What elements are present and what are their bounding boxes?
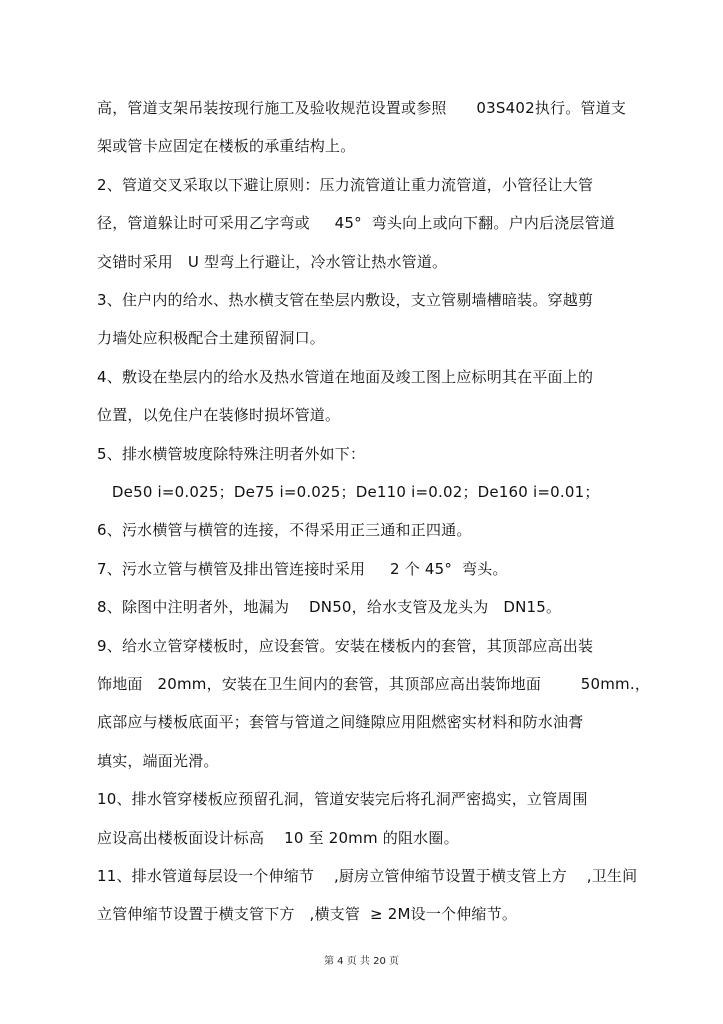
text-line: 饰地面 20mm，安装在卫生间内的套管，其顶部应高出装饰地面 50mm.， <box>97 675 651 693</box>
text-line: De50 i=0.025；De75 i=0.025；De110 i=0.02；De160 i=0.01； <box>97 483 600 501</box>
text-line: 5、排水横管坡度除特殊注明者外如下： <box>97 445 366 463</box>
text-line: 位置，以免住户在装修时损坏管道。 <box>97 406 341 424</box>
text-line: 4、敷设在垫层内的给水及热水管道在地面及竣工图上应标明其在平面上的 <box>97 368 594 386</box>
text-line: 6、污水横管与横管的连接，不得采用正三通和正四通。 <box>97 521 472 539</box>
text-line: 2、管道交叉采取以下避让原则：压力流管道让重力流管道，小管径让大管 <box>97 176 594 194</box>
text-line: 3、住户内的给水、热水横支管在垫层内敷设，支立管剔墙槽暗装。穿越剪 <box>97 291 594 309</box>
page-number-footer: 第 4 页 共 20 页 <box>324 956 399 967</box>
text-line: 底部应与楼板底面平；套管与管道之间缝隙应用阻燃密实材料和防水油膏 <box>97 713 584 731</box>
text-line: 应设高出楼板面设计标高 10 至 20mm 的阻水圈。 <box>97 829 459 847</box>
text-line: 力墙处应积极配合土建预留洞口。 <box>97 329 326 347</box>
text-line: 立管伸缩节设置于横支管下方 ,横支管 ≥ 2M设一个伸缩节。 <box>97 905 518 923</box>
text-line: 径，管道躲让时可采用乙字弯或 45° 弯头向上或向下翻。户内后浇层管道 <box>97 214 615 232</box>
text-line: 填实，端面光滑。 <box>97 752 219 770</box>
text-line: 架或管卡应固定在楼板的承重结构上。 <box>97 137 356 155</box>
text-line: 9、给水立管穿楼板时，应设套管。安装在楼板内的套管，其顶部应高出装 <box>97 637 594 655</box>
text-line: 交错时采用 U 型弯上行避让，冷水管让热水管道。 <box>97 253 448 271</box>
text-line: 10、排水管穿楼板应预留孔洞，管道安装完后将孔洞严密捣实，立管周围 <box>97 790 588 808</box>
text-line: 7、污水立管与横管及排出管连接时采用 2 个 45° 弯头。 <box>97 560 508 578</box>
text-line: 11、排水管道每层设一个伸缩节 ,厨房立管伸缩节设置于横支管上方 ,卫生间 <box>97 867 638 885</box>
text-line: 8、除图中注明者外，地漏为 DN50，给水支管及龙头为 DN15。 <box>97 598 562 616</box>
text-line: 高，管道支架吊装按现行施工及验收规范设置或参照 03S402执行。管道支 <box>97 99 627 117</box>
